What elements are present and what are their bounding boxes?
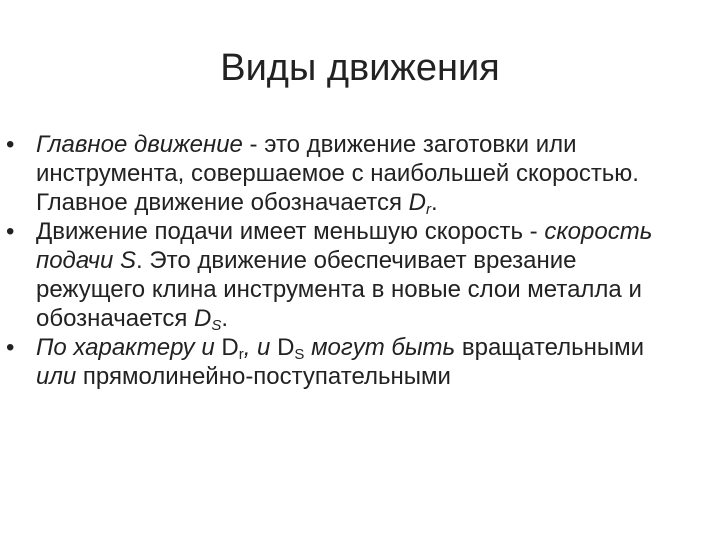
slide-title: Виды движения (220, 47, 500, 89)
bullet-text: Движение подачи имеет меньшую скорость - (36, 218, 545, 245)
term-main-motion: Главное движение (36, 131, 243, 158)
bullet-item-main-motion: • Главное движение - это движение заготовки или инструмента, совершаемое с наибольшей скоростью. Главное движение обозначается $D_r$. (0, 130, 676, 217)
bullet-lead-text: По характеру и (36, 334, 222, 361)
symbol-main-motion: $D_r$ (408, 189, 431, 218)
bullet-list (0, 130, 720, 391)
symbol-feed-motion: $D_S$ (194, 305, 222, 334)
symbol-ds: $D_S$ (277, 334, 305, 363)
symbol-dr: $D_r$ (221, 334, 244, 363)
bullet-item-motion-character: • По характеру и $D_r$, и $D_S$ могут быть вращательными или прямолинейно-поступательными (0, 333, 676, 391)
bullet-item-feed-motion: • Движение подачи имеет меньшую скорость - скорость подачи S. Это движение обеспечивает врезание режущего клина инструмента в новые слои металла и обозначается $D_S$. (0, 217, 676, 333)
bullet-text: . Это движение обеспечивает врезание режущего клина инструмента в новые слои металла и обозначается (36, 247, 642, 332)
term-feed-speed: скорость подачи S (36, 218, 653, 274)
bullet-text: - это движение заготовки или инструмента, совершаемое с наибольшей скоростью. Главное движение обозначается (36, 131, 639, 216)
